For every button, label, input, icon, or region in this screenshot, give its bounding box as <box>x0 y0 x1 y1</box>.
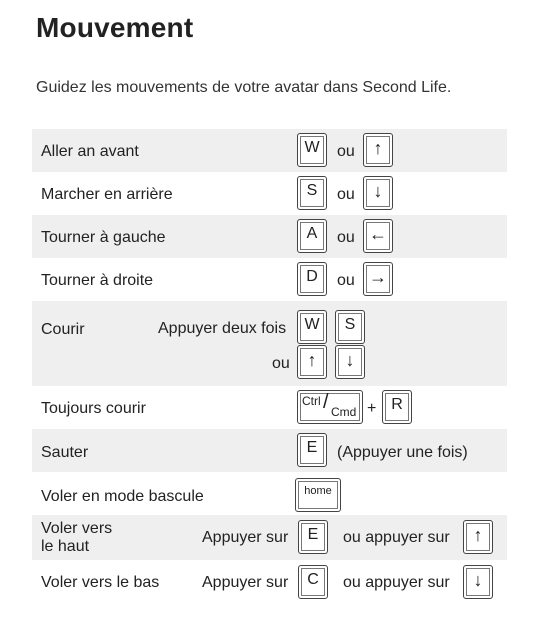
press-on-text: Appuyer sur <box>202 574 289 591</box>
or-text: ou <box>337 186 355 203</box>
or-text: ou <box>337 143 355 160</box>
row-label: Tourner à gauche <box>41 229 166 246</box>
key-home: home <box>295 478 341 512</box>
row-label: Voler en mode bascule <box>41 488 204 505</box>
arrow-up-key-icon: ↑ <box>297 345 327 379</box>
row-label: Toujours courir <box>41 400 146 417</box>
key-r: R <box>382 390 412 424</box>
key-s: S <box>335 310 365 344</box>
or-press-text: ou appuyer sur <box>343 574 450 591</box>
row-label-line2: le haut <box>41 538 90 555</box>
jump-note: (Appuyer une fois) <box>337 444 468 461</box>
arrow-down-key-icon: ↓ <box>363 176 393 210</box>
page-title: Mouvement <box>36 12 194 43</box>
row-label: Sauter <box>41 444 89 461</box>
row-label: Voler vers le bas <box>41 574 160 591</box>
row-walk-backward <box>32 172 507 215</box>
key-s: S <box>297 176 327 210</box>
key-w: W <box>297 133 327 167</box>
run-row-content <box>32 301 507 386</box>
key-c: C <box>298 565 328 599</box>
arrow-up-key-icon: ↑ <box>363 133 393 167</box>
row-move-forward <box>32 129 507 172</box>
arrow-left-key-icon: ← <box>363 219 393 253</box>
or-text: ou <box>337 272 355 289</box>
or-text: ou <box>337 229 355 246</box>
row-label: Aller an avant <box>41 143 139 160</box>
row-label: Tourner à droite <box>41 272 154 289</box>
row-label: Marcher en arrière <box>41 186 173 203</box>
or-text: ou <box>272 355 290 372</box>
row-fly-down <box>32 560 507 605</box>
or-press-text: ou appuyer sur <box>343 529 450 546</box>
row-always-run <box>32 386 507 429</box>
key-e: E <box>297 433 327 467</box>
page-subtitle: Guidez les mouvements de votre avatar dans Second Life. <box>36 79 452 96</box>
key-a: A <box>297 219 327 253</box>
key-w: W <box>297 310 327 344</box>
key-ctrl-cmd: Ctrl / Cmd <box>297 390 363 424</box>
press-on-text: Appuyer sur <box>202 529 289 546</box>
arrow-down-key-icon: ↓ <box>335 345 365 379</box>
arrow-down-key-icon: ↓ <box>463 565 493 599</box>
key-e: E <box>298 520 328 554</box>
press-twice-text: Appuyer deux fois <box>158 320 287 337</box>
row-label-line1: Voler vers <box>41 520 113 537</box>
row-jump <box>32 429 507 472</box>
key-d: D <box>297 262 327 296</box>
row-turn-left <box>32 215 507 258</box>
row-turn-right <box>32 258 507 301</box>
row-fly-toggle <box>32 472 507 515</box>
row-label: Courir <box>41 321 85 338</box>
plus-text: + <box>367 400 377 417</box>
arrow-right-key-icon: → <box>363 262 393 296</box>
arrow-up-key-icon: ↑ <box>463 520 493 554</box>
row-fly-up <box>32 515 507 560</box>
